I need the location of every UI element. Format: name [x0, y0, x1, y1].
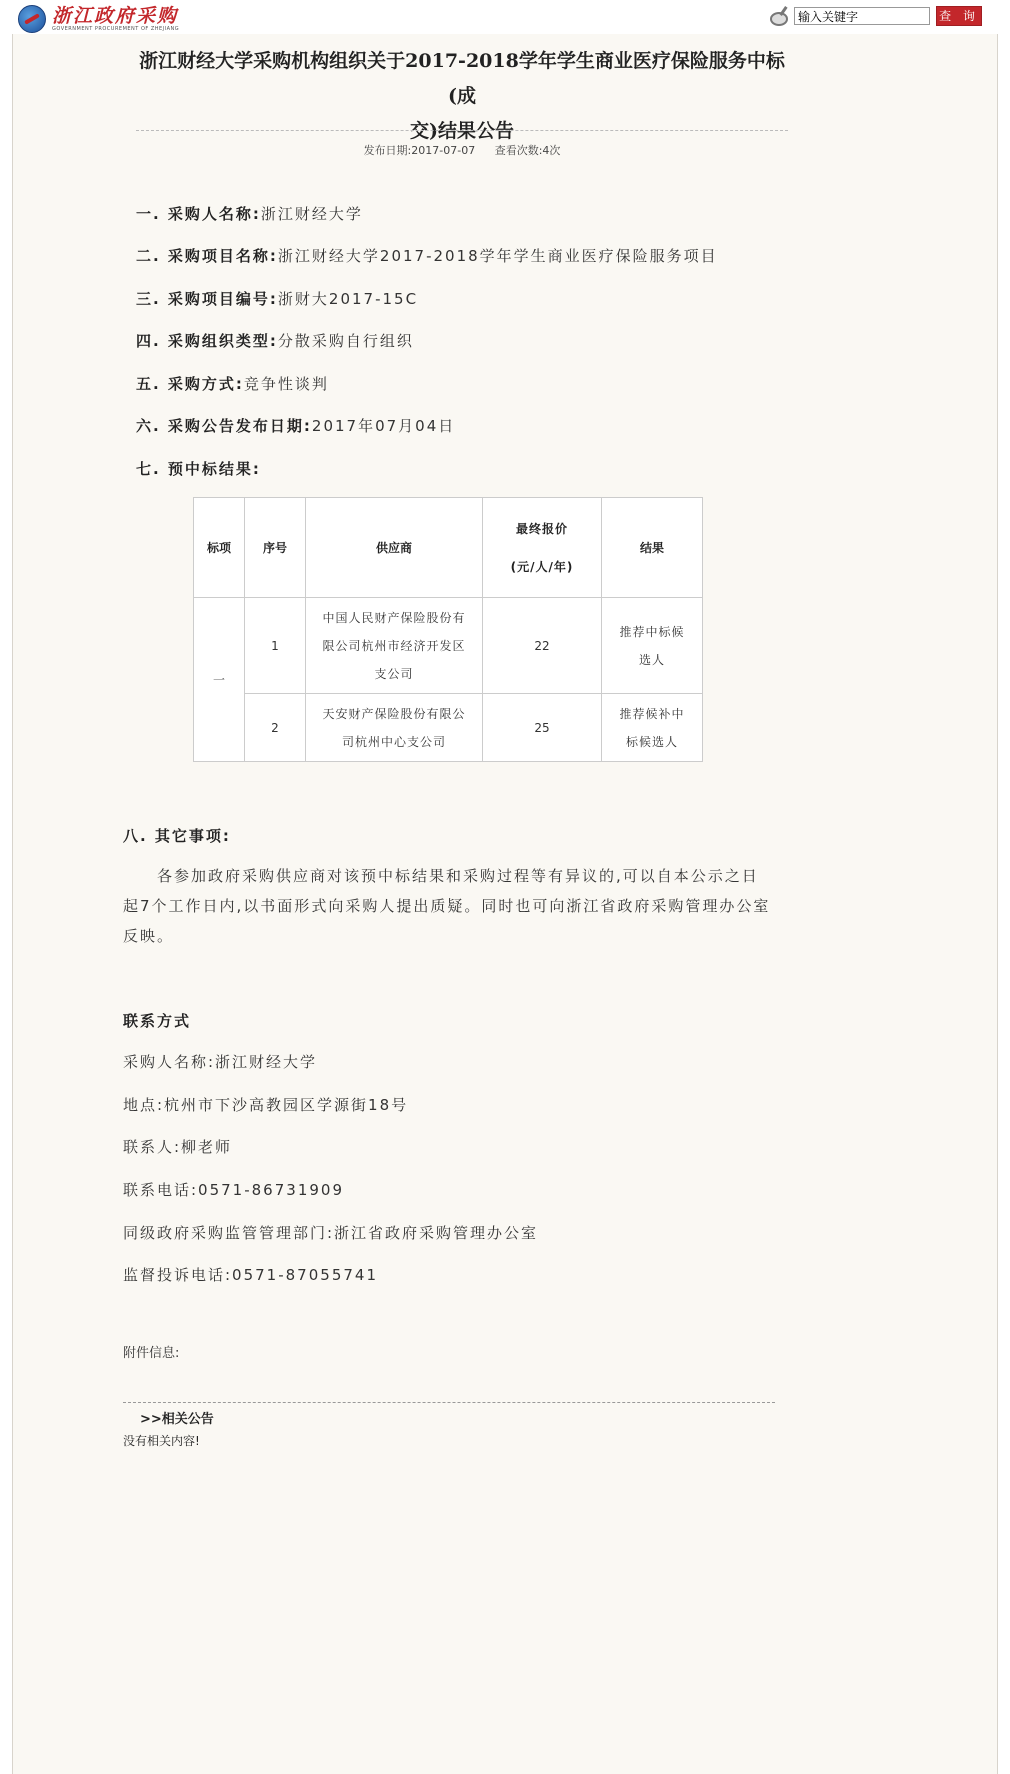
col-price — [483, 498, 602, 598]
info-result-heading — [136, 459, 261, 479]
title-line-2: 交)结果公告 — [410, 120, 514, 142]
item-value: 浙财大2017-15C — [277, 290, 419, 308]
col-price-line2: (元/人/年) — [510, 559, 574, 574]
item-label: 六. 采购公告发布日期: — [136, 417, 312, 435]
no-cell: 1 — [245, 598, 306, 694]
contact-title: 联系方式 — [123, 1012, 192, 1030]
item-label: 七. 预中标结果: — [136, 460, 261, 478]
related-heading: >>相关公告 — [140, 1412, 214, 1427]
result-line: 标候选人 — [625, 734, 678, 749]
price-cell: 25 — [483, 694, 602, 762]
other-label: 八. 其它事项: — [123, 827, 231, 845]
col-result: 结果 — [602, 498, 703, 598]
item-label: 五. 采购方式: — [136, 375, 244, 393]
site-logo[interactable] — [18, 5, 179, 33]
item-value: 浙江财经大学 — [260, 205, 363, 223]
info-publish-date — [136, 416, 455, 436]
supplier-line: 天安财产保险股份有限公 — [322, 706, 466, 721]
attachment-label: 附件信息: — [123, 1346, 180, 1361]
price-cell: 22 — [483, 598, 602, 694]
contact-line: 采购人名称:浙江财经大学 — [123, 1053, 318, 1071]
item-value: 竞争性谈判 — [243, 375, 329, 393]
contact-line: 同级政府采购监管管理部门:浙江省政府采购管理办公室 — [123, 1224, 539, 1242]
result-line: 推荐中标候 — [619, 624, 685, 639]
table-row — [194, 598, 703, 694]
supplier-line: 司杭州中心支公司 — [341, 734, 446, 749]
search-bar — [768, 6, 982, 26]
info-org-type — [136, 331, 414, 351]
item-label: 三. 采购项目编号: — [136, 290, 278, 308]
title-line-1: 浙江财经大学采购机构组织关于2017-2018学年学生商业医疗保险服务中标(成 — [139, 50, 785, 107]
item-label: 二. 采购项目名称: — [136, 247, 278, 265]
result-line: 推荐候补中 — [619, 706, 685, 721]
supplier-line: 支公司 — [374, 666, 414, 681]
result-table — [193, 497, 703, 762]
other-matters-heading — [123, 826, 231, 846]
publish-date: 发布日期:2017-07-07 — [363, 144, 476, 157]
supplier-line: 限公司杭州市经济开发区 — [322, 638, 466, 653]
col-price-line1: 最终报价 — [515, 521, 568, 536]
logo-title: 浙江政府采购 — [52, 5, 179, 27]
logo-subtitle: GOVERNMENT PROCUREMENT OF ZHEJIANG — [52, 26, 180, 32]
search-button[interactable]: 查 询 — [936, 6, 982, 26]
item-label: 一. 采购人名称: — [136, 205, 261, 223]
col-no: 序号 — [245, 498, 306, 598]
logo-text — [52, 6, 179, 32]
article-meta — [136, 142, 788, 158]
table-row — [194, 694, 703, 762]
page-title — [136, 44, 788, 149]
lot-cell: 一 — [194, 598, 245, 762]
result-line: 选人 — [638, 652, 665, 667]
contact-heading — [123, 1011, 191, 1031]
item-value: 浙江财经大学2017-2018学年学生商业医疗保险服务项目 — [277, 247, 718, 265]
search-input[interactable] — [794, 7, 930, 25]
supplier-cell — [306, 694, 483, 762]
contact-line: 联系电话:0571-86731909 — [123, 1181, 344, 1199]
contact-line: 监督投诉电话:0571-87055741 — [123, 1266, 378, 1284]
item-value: 分散采购自行组织 — [277, 332, 414, 350]
title-divider — [136, 130, 788, 131]
magnifier-icon — [768, 6, 790, 26]
related-empty: 没有相关内容! — [123, 1434, 200, 1448]
table-header-row — [194, 498, 703, 598]
view-count: 查看次数:4次 — [494, 144, 561, 157]
supplier-line: 中国人民财产保险股份有 — [322, 610, 466, 625]
col-lot: 标项 — [194, 498, 245, 598]
result-cell — [602, 598, 703, 694]
no-cell: 2 — [245, 694, 306, 762]
logo-emblem-icon — [18, 5, 46, 33]
top-bar — [0, 0, 1010, 36]
info-project-number — [136, 289, 418, 309]
col-supplier: 供应商 — [306, 498, 483, 598]
supplier-cell — [306, 598, 483, 694]
other-matters-text: 各参加政府采购供应商对该预中标结果和采购过程等有异议的,可以自本公示之日起7个工作日内,以书面形式向采购人提出质疑。同时也可向浙江省政府采购管理办公室反映。 — [123, 867, 771, 945]
result-cell — [602, 694, 703, 762]
contact-line: 地点:杭州市下沙高教园区学源街18号 — [123, 1096, 409, 1114]
info-project-name — [136, 246, 718, 266]
info-method — [136, 374, 329, 394]
contact-line: 联系人:柳老师 — [123, 1138, 233, 1156]
info-purchaser — [136, 204, 363, 224]
item-label: 四. 采购组织类型: — [136, 332, 278, 350]
item-value: 2017年07月04日 — [311, 417, 456, 435]
related-divider — [123, 1402, 775, 1403]
